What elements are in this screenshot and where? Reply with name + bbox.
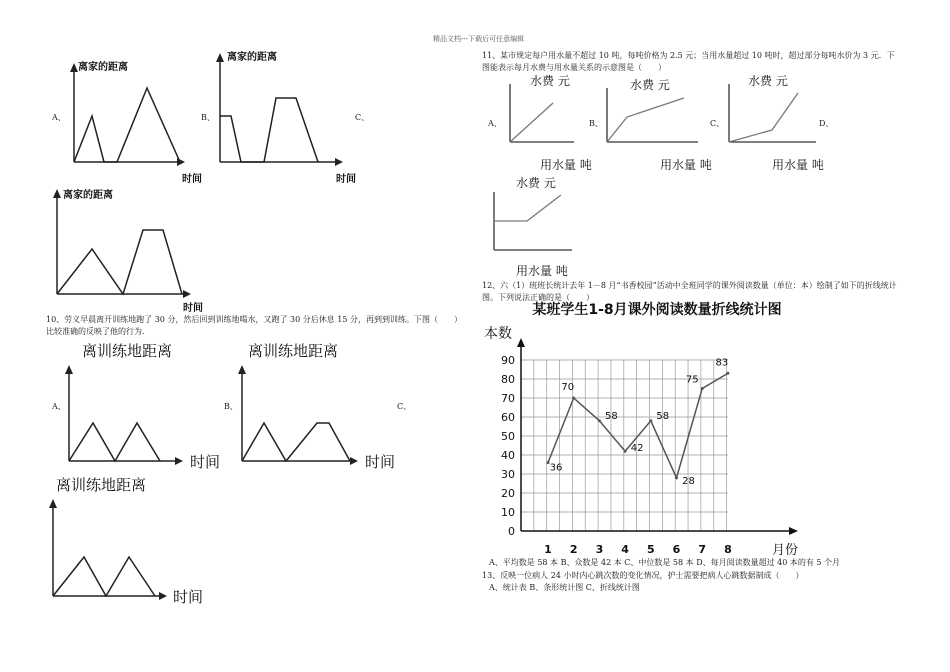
q10-graph-b-y-label: 离训练地距离 <box>248 342 339 360</box>
q11-text: 11、某市规定每户用水量不超过 10 吨，每吨价格为 2.5 元；当用水量超过 10 吨时，超过部分每吨水价为 3 元．下图能表示每月水费与用水量关系的示意图是（ ） <box>482 51 895 72</box>
data-point <box>701 387 704 390</box>
x-axis-arrow <box>789 527 798 535</box>
q11-graph-b-y-label: 水费 元 <box>630 78 670 92</box>
graph-b-y-label: 离家的距离 <box>227 52 277 63</box>
data-point <box>649 419 652 422</box>
q10-graph-c-x-label: 时间 <box>173 588 204 606</box>
page-header: 精品文档---下载后可任意编辑 <box>433 35 525 43</box>
q10-option-c-label[interactable]: C、 <box>397 402 412 411</box>
data-label: 75 <box>685 374 699 386</box>
data-point <box>572 397 575 400</box>
q11-graph-a-x-label: 用水量 吨 <box>540 158 592 172</box>
x-tick-label: 7 <box>698 543 707 556</box>
q11-option-c-label[interactable]: C、 <box>710 119 725 128</box>
chart-y-ticks <box>501 354 515 538</box>
chart-x-ticks <box>544 543 732 556</box>
data-point <box>624 450 627 453</box>
q10-option-a-label[interactable]: A、 <box>52 402 66 411</box>
y-axis-arrow <box>517 338 525 347</box>
q11-graph-b-x-label: 用水量 吨 <box>660 158 712 172</box>
q10-graph-a-y-label: 离训练地距离 <box>82 342 173 360</box>
data-label: 42 <box>630 443 644 455</box>
q10-graph-c-y-label: 离训练地距离 <box>56 476 147 494</box>
y-tick-label: 20 <box>501 487 515 500</box>
y-tick-label: 10 <box>501 506 515 519</box>
graph-c-x-label: 时间 <box>183 303 203 314</box>
data-point <box>675 476 678 479</box>
chart-data-labels <box>550 357 729 487</box>
q10-option-b-label[interactable]: B、 <box>224 402 238 411</box>
x-tick-label: 1 <box>544 543 552 556</box>
data-point <box>726 372 729 375</box>
graph-c-y-label: 离家的距离 <box>63 190 113 201</box>
data-label: 58 <box>656 410 670 422</box>
y-tick-label: 80 <box>501 373 515 386</box>
x-tick-label: 6 <box>672 543 681 556</box>
q12-answers: A、平均数是 58 本 B、众数是 42 本 C、中位数是 58 本 D、每月阅读数量超过 40 本的有 5 个月 <box>489 558 841 567</box>
y-tick-label: 0 <box>508 525 515 538</box>
q11-option-b-label[interactable]: B、 <box>589 119 603 128</box>
graph-a-x-label: 时间 <box>182 174 202 185</box>
q13-answers: A、统计表 B、条形统计图 C、折线统计图 <box>489 583 640 592</box>
data-label: 70 <box>561 382 575 393</box>
option-a-label[interactable]: A、 <box>52 113 66 122</box>
graph-b-x-label: 时间 <box>336 174 356 185</box>
q11-graph-d-x-label: 用水量 吨 <box>516 264 568 278</box>
x-tick-label: 2 <box>569 543 578 556</box>
q10-graph-a-x-label: 时间 <box>190 453 221 471</box>
q12-text: 12、六（1）班班长统计去年 1－8 月“书香校园”活动中全班同学的课外阅读数量（单位：本）绘制了如下的折线统计图。下列说法正确的是（ ） <box>482 281 897 302</box>
x-tick-label: 3 <box>595 543 604 556</box>
data-label: 83 <box>715 357 729 369</box>
chart-y-axis-label: 本数 <box>484 326 512 342</box>
x-tick-label: 5 <box>646 543 655 556</box>
y-tick-label: 30 <box>501 468 515 481</box>
q11-graph-c-x-label: 用水量 吨 <box>772 158 824 172</box>
data-point <box>598 419 601 422</box>
y-tick-label: 40 <box>501 449 515 462</box>
y-tick-label: 50 <box>501 430 515 443</box>
data-label: 36 <box>549 462 563 474</box>
chart-title: 某班学生1-8月课外阅读数量折线统计图 <box>532 302 782 318</box>
data-label: 28 <box>682 475 695 487</box>
option-c-label[interactable]: C、 <box>355 113 370 122</box>
chart-x-axis-label: 月份 <box>772 543 799 558</box>
q11-graph-d-y-label: 水费 元 <box>516 176 556 190</box>
q10-text: 10、劳义早晨离开训练地跑了 30 分，然后回到训练地喝水，又跑了 30 分后休息 15 分，再到到训练。下图（ ）比较准确的反映了他的行为. <box>46 315 462 336</box>
chart-grid <box>521 360 728 531</box>
y-tick-label: 90 <box>501 354 515 367</box>
data-label: 58 <box>605 410 618 422</box>
q13-text: 13、反映一位病人 24 小时内心跳次数的变化情况，护士需要把病人心跳数据制成（ ） <box>482 571 804 580</box>
q11-option-d-label[interactable]: D、 <box>819 119 834 128</box>
q11-graph-c-y-label: 水费 元 <box>748 74 788 88</box>
x-tick-label: 8 <box>724 543 732 556</box>
graph-a-y-label: 离家的距离 <box>78 62 128 73</box>
option-b-label[interactable]: B、 <box>201 113 215 122</box>
y-tick-label: 70 <box>501 392 515 405</box>
y-tick-label: 60 <box>501 411 515 424</box>
q11-graph-a-y-label: 水费 元 <box>530 74 570 88</box>
x-tick-label: 4 <box>621 543 629 556</box>
q10-graph-b-x-label: 时间 <box>365 453 396 471</box>
q11-option-a-label[interactable]: A、 <box>488 119 502 128</box>
